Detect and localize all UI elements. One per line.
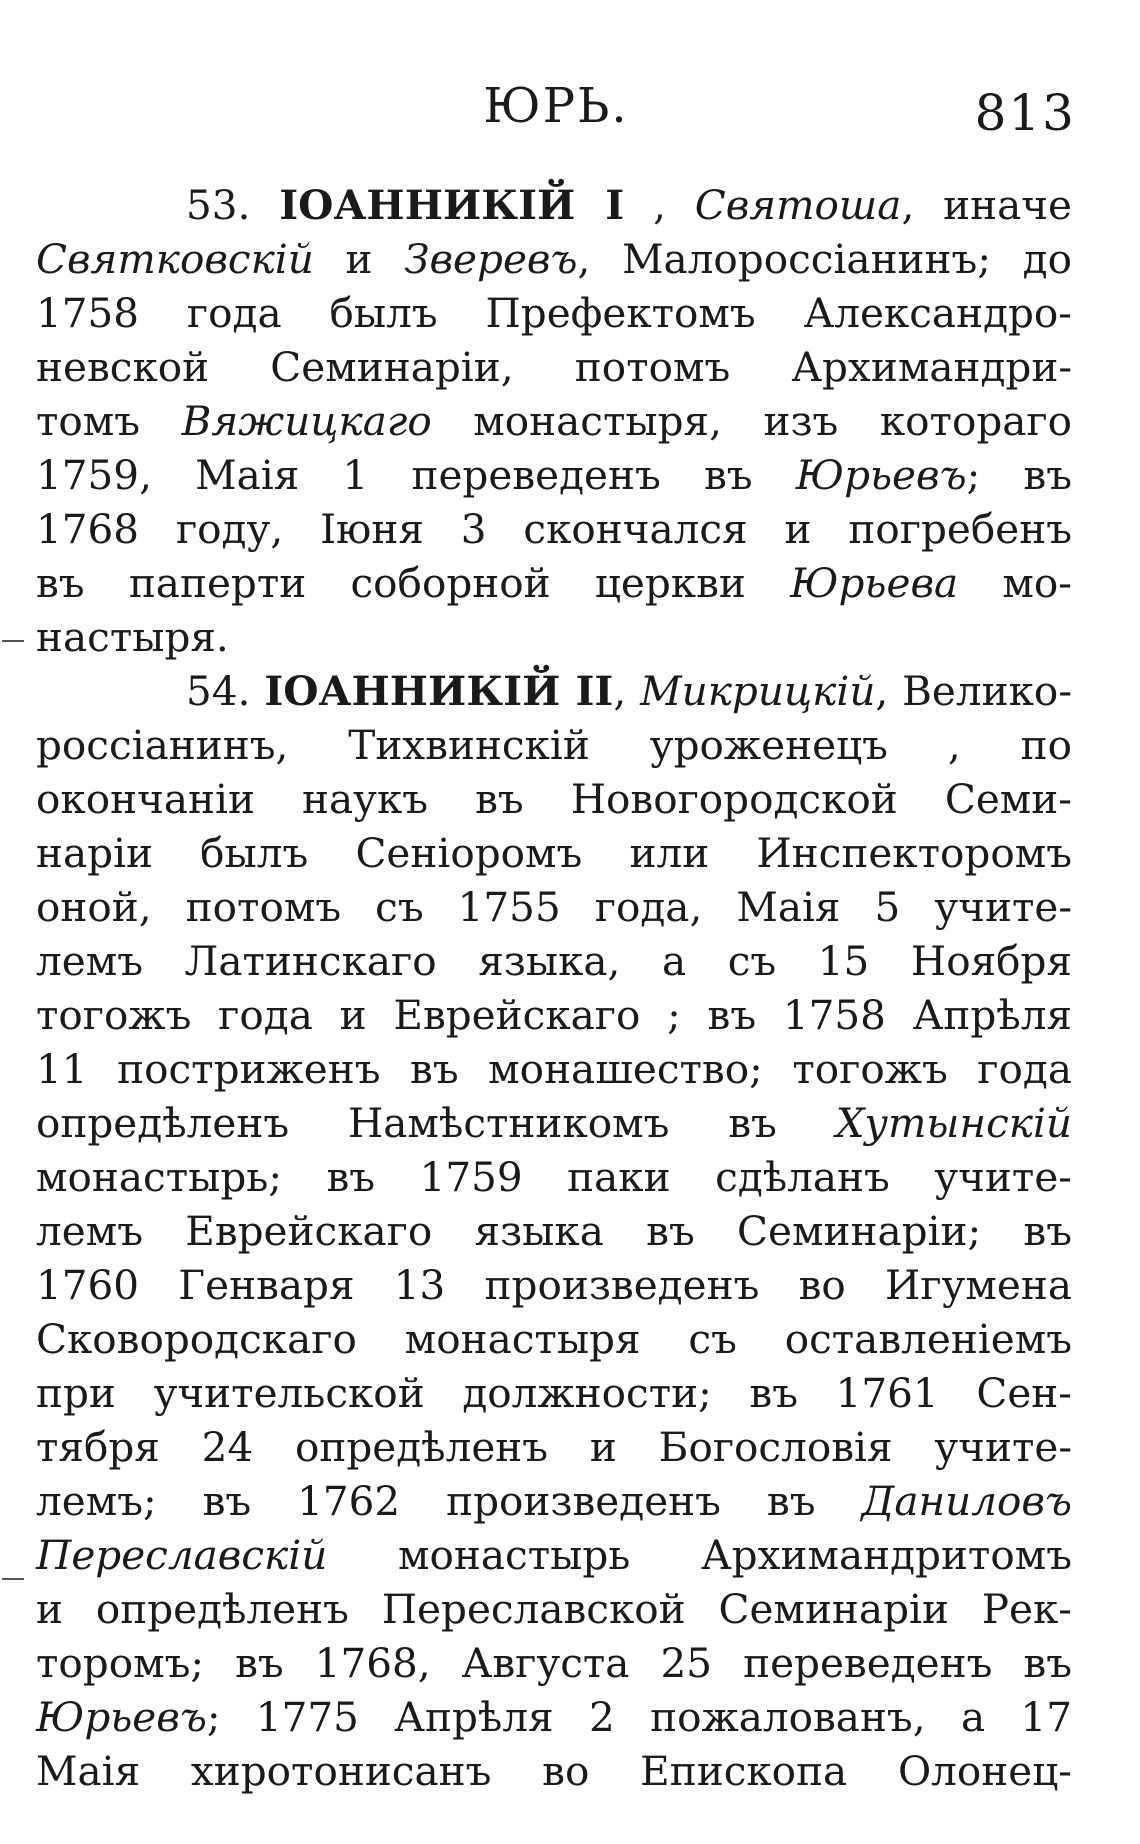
text-run: , Велико- <box>875 667 1073 715</box>
text-run: томъ <box>36 397 182 445</box>
italic-name: Хутынскій <box>835 1099 1072 1147</box>
text-line: 1758 года былъ Префектомъ Александро- <box>36 289 1072 337</box>
text-line: 1768 году, Іюня 3 скончался и погребенъ <box>36 505 1072 553</box>
entry-53 <box>36 178 1072 664</box>
text-line: тогожъ года и Еврейскаго ; въ 1758 Апрѣля <box>36 991 1072 1039</box>
page-number: 813 <box>974 84 1076 142</box>
text-line <box>36 664 1072 718</box>
text-line <box>36 1528 1072 1582</box>
entry-heading: ІОАННИКІЙ ІІ <box>264 667 614 715</box>
running-head: ЮРЬ. <box>483 78 629 134</box>
text-line <box>36 1690 1072 1744</box>
text-line <box>36 556 1072 610</box>
text-run: въ паперти соборной церкви <box>36 559 791 607</box>
text-line: невской Семинаріи, потомъ Архимандри- <box>36 343 1072 391</box>
text-line: окончаніи наукъ въ Новогородской Семи- <box>36 775 1072 823</box>
italic-name: Юрьевъ <box>36 1693 207 1741</box>
text-line: лемъ Латинскаго языка, а съ 15 Ноября <box>36 937 1072 985</box>
italic-name: Святковскій <box>36 235 314 283</box>
italic-name: Микрицкій <box>640 667 876 715</box>
text-line: россіанинъ, Тихвинскій уроженецъ , по <box>36 721 1072 769</box>
text-line: 1760 Генваря 13 произведенъ во Игумена <box>36 1261 1072 1309</box>
text-line: настыря. <box>36 613 229 661</box>
entry-number: 54. <box>186 667 265 715</box>
text-run: опредѣленъ Намѣстникомъ въ <box>36 1099 836 1147</box>
text-run: и <box>313 235 405 283</box>
text-line: лемъ Еврейскаго языка въ Семинаріи; въ <box>36 1207 1072 1255</box>
text-run: , <box>624 181 695 229</box>
text-run: 1759, Маія 1 переведенъ въ <box>36 451 796 499</box>
text-run: , <box>613 667 641 715</box>
text-run: , иначе <box>901 181 1072 229</box>
text-line <box>36 232 1072 286</box>
text-line: Сковородскаго монастыря съ оставленіемъ <box>36 1315 1072 1363</box>
text-line <box>36 1096 1072 1150</box>
italic-name: Юрьевъ <box>795 451 967 499</box>
text-run: ; въ <box>966 451 1072 499</box>
italic-name: Переславскій <box>36 1531 328 1579</box>
text-line: торомъ; въ 1768, Августа 25 переведенъ въ <box>36 1639 1072 1687</box>
text-run: монастыря, изъ котораго <box>431 397 1073 445</box>
text-line: 11 постриженъ въ монашество; тогожъ года <box>36 1045 1072 1093</box>
text-line: Маія хиротонисанъ во Епископа Олонец- <box>36 1747 1072 1795</box>
entry-heading: ІОАННИКІЙ І <box>279 181 625 229</box>
page-header <box>36 78 1076 158</box>
margin-mark <box>2 640 24 642</box>
entry-number: 53. <box>186 181 280 229</box>
italic-name: Вяжицкаго <box>181 397 432 445</box>
text-line: тября 24 опредѣленъ и Богословія учите- <box>36 1423 1072 1471</box>
text-run: мо- <box>958 559 1072 607</box>
text-run: ; 1775 Апрѣля 2 пожалованъ, а 17 <box>206 1693 1072 1741</box>
text-line <box>36 1474 1072 1528</box>
text-run: лемъ; въ 1762 произведенъ въ <box>36 1477 862 1525</box>
text-line: монастырь; въ 1759 паки сдѣланъ учите- <box>36 1153 1072 1201</box>
text-line <box>36 178 1072 232</box>
text-line <box>36 394 1072 448</box>
text-line <box>36 448 1072 502</box>
text-line: при учительской должности; въ 1761 Сен- <box>36 1369 1072 1417</box>
italic-name: Святоша <box>694 181 902 229</box>
italic-name: Зверевъ <box>404 235 578 283</box>
italic-name: Даниловъ <box>861 1477 1072 1525</box>
text-run: монастырь Архимандритомъ <box>327 1531 1072 1579</box>
italic-name: Юрьева <box>790 559 959 607</box>
text-run: , Малороссіанинъ; до <box>577 235 1072 283</box>
margin-mark <box>2 1578 24 1580</box>
text-line: наріи былъ Сеніоромъ или Инспекторомъ <box>36 829 1072 877</box>
text-line: оной, потомъ съ 1755 года, Маія 5 учите- <box>36 883 1072 931</box>
text-line: и опредѣленъ Переславской Семинаріи Рек- <box>36 1585 1072 1633</box>
entry-54 <box>36 664 1072 1798</box>
body-text <box>36 178 1072 1798</box>
